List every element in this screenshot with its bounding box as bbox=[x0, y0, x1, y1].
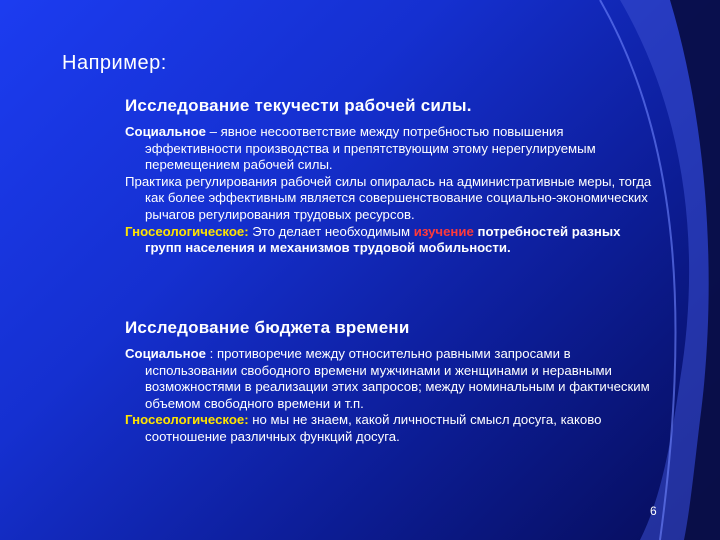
epistemic-label: Гносеологическое: bbox=[125, 223, 249, 239]
slide-title: Например: bbox=[62, 52, 167, 74]
epistemic-text: но мы не знаем, какой личностный смысл досуга, каково соотношение различных функций досуга. bbox=[145, 412, 602, 444]
practice-paragraph: Практика регулирования рабочей силы опиралась на административные меры, тогда как более эффективным является совершенствование социально-экономических рычагов регулирования трудовых ресурсов. bbox=[125, 173, 652, 222]
epistemic-text-end: потребностей разных групп населения и механизмов трудовой мобильности. bbox=[145, 223, 621, 256]
social-text: – явное несоответствие между потребностью повышения эффективности производства и препятствующим этому нерегулируемым перемещением рабочей силы. bbox=[145, 124, 596, 173]
section-labor-turnover bbox=[125, 96, 655, 257]
epistemic-paragraph bbox=[125, 412, 655, 445]
social-label: Социальное bbox=[125, 346, 206, 361]
epistemic-paragraph bbox=[125, 224, 655, 257]
epistemic-text: Это делает необходимым bbox=[248, 223, 414, 239]
section-heading: Исследование текучести рабочей силы. bbox=[125, 96, 472, 115]
social-label: Социальное bbox=[125, 124, 206, 139]
epistemic-label: Гносеологическое: bbox=[125, 412, 249, 428]
social-paragraph bbox=[125, 124, 655, 174]
page-number: 6 bbox=[650, 504, 657, 518]
section-heading: Исследование бюджета времени bbox=[125, 318, 410, 337]
section-time-budget bbox=[125, 318, 655, 446]
highlight-word: изучение bbox=[413, 223, 474, 239]
social-text: : противоречие между относительно равными запросами в использовании свободного времени мужчинами и женщинами и неравными возможностями в реализации этих запросов; между номинальным и фактическим объемом свободного времени и т.п. bbox=[145, 346, 650, 411]
social-paragraph bbox=[125, 346, 655, 412]
